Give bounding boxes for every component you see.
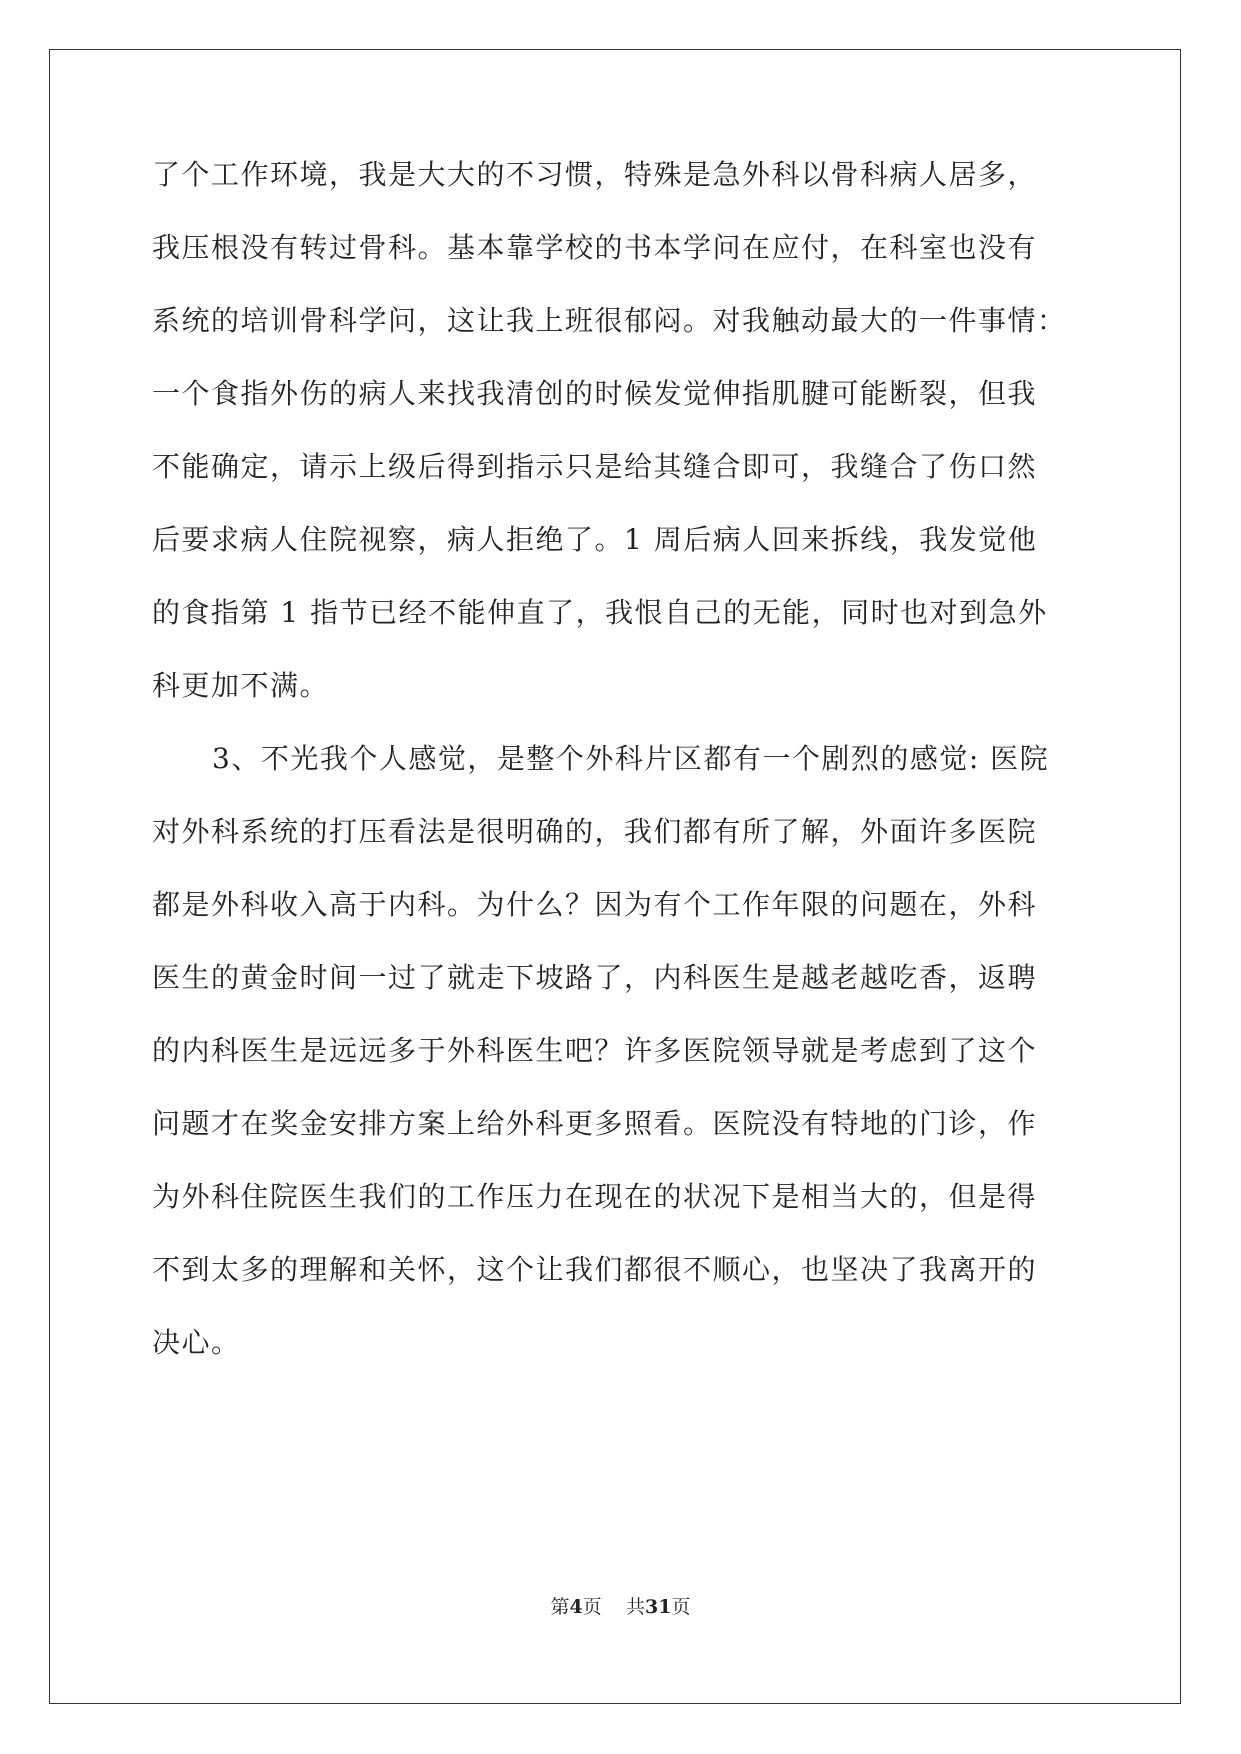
text-line: 决心。 <box>152 1326 241 1359</box>
text-line: 后要求病人住院视察，病人拒绝了。1 周后病人回来拆线，我发觉他 <box>152 523 1038 556</box>
total-suffix: 页 <box>671 1596 691 1618</box>
text-line: 科更加不满。 <box>152 669 330 702</box>
page-border <box>49 49 1181 1704</box>
text-line: 了个工作环境，我是大大的不习惯，特殊是急外科以骨科病人居多， <box>152 158 1038 191</box>
text-line: 医生的黄金时间一过了就走下坡路了，内科医生是越老越吃香，返聘 <box>152 961 1038 994</box>
total-pages: 31 <box>644 1596 672 1618</box>
text-line: 的内科医生是远远多于外科医生吧？许多医院领导就是考虑到了这个 <box>152 1034 1038 1067</box>
text-line: 的食指第 1 指节已经不能伸直了，我恨自己的无能，同时也对到急外 <box>152 596 1048 629</box>
page-suffix: 页 <box>582 1596 602 1618</box>
text-line: 对外科系统的打压看法是很明确的，我们都有所了解，外面许多医院 <box>152 815 1038 848</box>
paragraph-start-line: 3、不光我个人感觉，是整个外科片区都有一个剧烈的感觉: 医院 <box>212 742 1050 775</box>
text-line: 一个食指外伤的病人来找我清创的时候发觉伸指肌腱可能断裂，但我 <box>152 377 1038 410</box>
text-line: 不能确定，请示上级后得到指示只是给其缝合即可，我缝合了伤口然 <box>152 450 1038 483</box>
total-prefix: 共 <box>625 1596 645 1618</box>
text-line: 我压根没有转过骨科。基本靠学校的书本学问在应付，在科室也没有 <box>152 231 1038 264</box>
page-number: 4 <box>569 1596 583 1618</box>
text-line: 都是外科收入高于内科。为什么？因为有个工作年限的问题在，外科 <box>152 888 1038 921</box>
text-line: 系统的培训骨科学问，这让我上班很郁闷。对我触动最大的一件事情： <box>152 304 1067 337</box>
text-line: 问题才在奖金安排方案上给外科更多照看。医院没有特地的门诊，作 <box>152 1107 1038 1140</box>
text-line: 为外科住院医生我们的工作压力在现在的状况下是相当大的，但是得 <box>152 1180 1038 1213</box>
page-prefix: 第 <box>550 1596 570 1618</box>
page-footer <box>0 1595 1241 1619</box>
text-line: 不到太多的理解和关怀，这个让我们都很不顺心，也坚决了我离开的 <box>152 1253 1038 1286</box>
